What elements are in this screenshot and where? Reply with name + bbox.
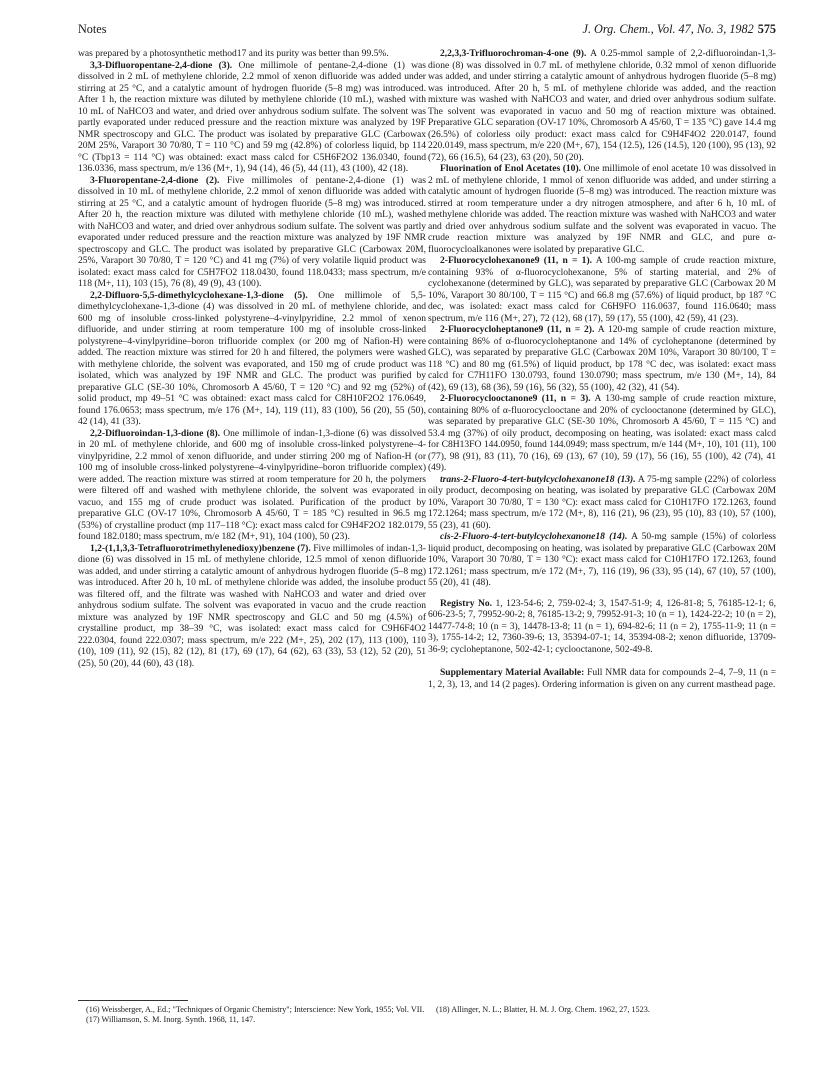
paragraph-text: Five millimoles of pentane-2,4-dione (1) was dissolved in 10 mL of methylene chloride, 2.2 mmol of xenon difluoride was added with stirring at 25 °C, and a catalytic amount of hydrogen fluoride (5–8 mg) was introduced. After 20 h, the reaction mixture was diluted with methylene chloride (10 mL), washed with NaHCO3 and water, and dried over anhydrous sodium sulfate. The solvent was partly evaporated under reduced pressure and the reaction mixture was analyzed by 19F NMR spectroscopy and GLC. The product was isolated by preparative GLC (Carbowax 20M, 25%, Varaport 30 70/80, T = 120 °C) and 41 mg (7%) of very volatile liquid product was isolated: exact mass calcd for C5H7FO2 118.0430, found 118.0433; mass spectrum, m/e 118 (M+, 11), 103 (15), 76 (8), 49 (9), 43 (100).	[78, 174, 426, 289]
paragraph-heading: 2,2,3,3-Trifluorochroman-4-one (9).	[440, 48, 587, 59]
paragraph-text: was prepared by a photosynthetic method17 and its purity was better than 99.5%.	[78, 48, 389, 59]
right-column	[428, 48, 776, 690]
paragraph	[78, 428, 426, 543]
paragraph-heading: 2,2-Difluoroindan-1,3-dione (8).	[90, 427, 221, 439]
paragraph	[78, 543, 426, 670]
paragraph-text: A 0.25-mmol sample of 2,2-difluoroindan-1,3-dione (8) was dissolved in 0.7 mL of methylene chloride, 0.32 mmol of xenon difluoride was added, and under stirring a catalytic amount of anhydrous hydrogen fluoride (5–8 mg) was introduced. After 20 h, 5 mL of methylene chloride was added, and the reaction mixture was washed with NaHCO3 and water, and dried over anhydrous sodium sulfate. The solvent was evaporated in vacuo and 50 mg of reaction mixture was obtained. Preparative GLC separation (OV-17 10%, Chromosorb A 45/60, T = 135 °C) gave 14.4 mg (26.5%) of colorless oily product: exact mass calcd for C9H4F4O2 220.0147, found 220.0149, mass spectrum, m/e 220 (M+, 67), 154 (12.5), 126 (14.5), 120 (100), 95 (13), 92 (72), 66 (16.5), 64 (23), 63 (20), 50 (20).	[428, 48, 776, 163]
paragraph-text: One millimole of 5,5-dimethylcyclohexane-1,3-dione (4) was dissolved in 20 mL of methylene chloride, and 600 mg of insoluble cross-linked polystyrene–4-vinylpyridine, 2.2 mmol of xenon difluoride, and under stirring at room temperature 100 mg of insoluble cross-linked polystyrene–4-vinylpyridine–boron trifluoride complex (or 200 mg of Nafion-H) were added. The reaction mixture was stirred for 20 h and filtered, the polymers were washed with methylene chloride, the solvent was evaporated, and 150 mg of crude product was isolated, which was analyzed by 19F NMR and GLC. The product was purified by preparative GLC (SE-30 10%, Chromosorb A 45/60, T = 120 °C) and 92 mg (52%) of solid product, mp 49–51 °C was obtained: exact mass calcd for C8H10F2O2 176.0649, found 176.0653; mass spectrum, m/e 176 (M+, 14), 119 (11), 83 (100), 56 (20), 55 (50), 42 (14), 41 (33).	[78, 289, 426, 427]
paragraph-text: A 50-mg sample (15%) of colorless liquid product, decomposing on heating, was isolated by preparative GLC (Carbowax 20M 10%, Varaport 30 70/80, T = 130 °C): exact mass calcd for C10H17FO 172.1263, found 172.1261; mass spectrum, m/e 172 (M+, 7), 116 (19), 96 (33), 95 (14), 67 (10), 57 (100), 55 (20), 41 (48).	[428, 531, 776, 588]
paragraph-heading: Supplementary Material Available:	[440, 667, 585, 678]
paragraph	[428, 255, 776, 324]
page-number: 575	[757, 22, 776, 36]
paragraph-heading: 2,2-Difluoro-5,5-dimethylcyclohexane-1,3-dione (5).	[90, 289, 308, 301]
paragraph-text: 1, 123-54-6; 2, 759-02-4; 3, 1547-51-9; 4, 126-81-8; 5, 76185-12-1; 6, 606-23-5; 7, 79952-90-2; 8, 76185-13-2; 9, 79952-91-3; 10 (n = 1), 1424-22-2; 10 (n = 2), 14477-74-8; 10 (n = 3), 14478-13-8; 11 (n = 1), 694-82-6; 11 (n = 2), 1755-11-9; 11 (n = 3), 1755-14-2; 12, 7360-39-6; 13, 35394-07-1; 14, 35394-08-2; xenon difluoride, 13709-36-9; cycloheptanone, 502-42-1; cyclooctanone, 502-49-8.	[428, 597, 777, 655]
footnote: (16) Weissberger, A., Ed.; "Techniques of Organic Chemistry"; Interscience: New York, 1955; Vol. VII.	[86, 1005, 425, 1014]
paragraph-heading: 2-Fluorocyclooctanone9 (11, n = 3).	[440, 393, 591, 404]
paragraph-text: One millimole of indan-1,3-dione (6) was dissolved in 20 mL of methylene chloride, and 600 mg of insoluble cross-linked polystyrene–4-vinylpyridine, 2.2 mmol of xenon difluoride, and under stirring 200 mg of Nafion-H (or 100 mg of insoluble cross-linked polystyrene–4-vinylpyridine–boron trifluoride complex) were added. The reaction mixture was stirred at room temperature for 20 h, the polymers were filtered off and washed with methylene chloride, the solvent was evaporated in vacuo, and 155 mg of crude product was isolated. Purification of the product by preparative GLC (OV-17 10%, Chromosorb A 45/60, T = 185 °C) resulted in 96.5 mg (53%) of crystalline product (mp 117–118 °C): exact mass calcd for C9H4F2O2 182.0179, found 182.0180; mass spectrum, m/e 182 (M+, 91), 104 (100), 50 (23).	[78, 427, 427, 542]
footnotes-left	[78, 1000, 426, 1025]
paragraph	[428, 324, 776, 393]
page-header	[78, 22, 776, 40]
paragraph-heading: cis-2-Fluoro-4-tert-butylcyclohexanone18 (14).	[440, 531, 628, 542]
paragraph-text: One millimole of pentane-2,4-dione (1) was dissolved in 2 mL of methylene chloride, 2.2 mmol of xenon difluoride was added under stirring at 25 °C, and a catalytic amount of hydrogen fluoride (5–8 mg) was introduced. After 1 h, the reaction mixture was diluted by methylene chloride (10 mL), washed with 10 mL of NaHCO3 and water, and dried over anhydrous sodium sulfate. The solvent was partly evaporated under reduced pressure and the reaction mixture was analyzed by 19F NMR spectroscopy and GLC. The product was isolated by preparative GLC (Carbowax 20M 25%, Varaport 30 70/80, T = 110 °C) and 59 mg (42.8%) of colorless liquid, bp 114 °C (Tbp13 = 114 °C) was obtained: exact mass calcd for C5H6F2O2 136.0340, found 136.0336, mass spectrum, m/e 136 (M+, 1), 94 (14), 46 (5), 44 (11), 43 (100), 42 (18).	[78, 59, 427, 174]
paragraph-heading: Registry No.	[440, 597, 493, 609]
paragraph-heading: Fluorination of Enol Acetates (10).	[440, 163, 582, 174]
journal-citation	[583, 22, 776, 37]
section-label: Notes	[78, 22, 107, 36]
paragraph-text: A 100-mg sample of crude reaction mixture, containing 93% of α-fluorocyclohexanone, 5% of starting material, and 2% of cyclohexanone (determined by GLC), was separated by preparative GLC (Carbowax 20 M 10%, Varaport 30 80/100, T = 115 °C) and 66.8 mg (57.6%) of liquid product, bp 187 °C dec, was isolated: exact mass calcd for C6H9FO 116.0637, found 116.0640; mass spectrum, m/e 116 (M+, 27), 72 (12), 68 (17), 59 (17), 55 (100), 42 (59), 41 (23).	[428, 255, 776, 324]
paragraph-heading: 2-Fluorocycloheptanone9 (11, n = 2).	[440, 324, 595, 335]
paragraph-heading: 3,3-Difluoropentane-2,4-dione (3).	[90, 59, 233, 71]
paragraph	[78, 175, 426, 290]
paragraph-text: Full NMR data for compounds 2–4, 7–9, 11 (n = 1, 2, 3), 13, and 14 (2 pages). Ordering information is given on any current masthead page.	[428, 667, 777, 690]
journal-name: J. Org. Chem., Vol. 47, No. 3, 1982	[582, 22, 754, 36]
left-column	[78, 48, 426, 669]
paragraph-text: Five millimoles of indan-1,3-dione (6) was dissolved in 15 mL of methylene chloride, 12.5 mmol of xenon difluoride was added, and under stirring a catalytic amount of anhydrous hydrogen fluoride (5–8 mg) was introduced. After 20 h, 10 mL of methylene chloride was added, the insolube product was filtered off, and the filtrate was washed with NaHCO3 and water and dried over anhydrous sodium sulfate. The solvent was evaporated in vacuo and the crude reaction mixture was analyzed by 19F NMR spectroscopy and GLC and 50 mg (4.5%) of crystalline product, mp 38–39 °C, was isolated: exact mass calcd for C9H6F4O2 222.0304, found 222.0307; mass spectrum, m/e 222 (M+, 25), 202 (17), 113 (100), 110 (10), 109 (11), 92 (15), 82 (12), 81 (17), 69 (17), 64 (62), 63 (33), 53 (12), 52 (20), 51 (25), 50 (20), 44 (60), 43 (18).	[78, 542, 426, 669]
paragraph	[428, 163, 776, 255]
registry-numbers	[428, 598, 776, 656]
paragraph-text: A 120-mg sample of crude reaction mixture, containing 86% of α-fluorocycloheptanone and 14% of cycloheptanone (determined by GLC), was separated by preparative GLC (Carbowax 20M 10%, Varaport 30 80/100, T = 118 °C) and 80 mg (61.5%) of liquid product, bp 178 °C dec, was isolated: exact mass calcd for C7H11FO 130.0793, found 130.0790; mass spectrum, m/e 130 (M+, 14), 84 (42), 69 (13), 68 (36), 59 (16), 56 (32), 55 (100), 42 (32), 41 (54).	[428, 324, 776, 393]
paragraph	[428, 393, 776, 474]
paragraph-heading: 3-Fluoropentane-2,4-dione (2).	[90, 174, 220, 186]
footnotes-right	[428, 1000, 776, 1015]
paragraph	[78, 48, 426, 60]
paragraph	[428, 474, 776, 532]
paragraph-heading: 2-Fluorocyclohexanone9 (11, n = 1).	[440, 255, 593, 266]
paragraph	[78, 290, 426, 428]
paragraph-text: A 75-mg sample (22%) of colorless oily product, decomposing on heating, was isolated by preparative GLC (Carbowax 20M 10%, Varaport 30 70/80, T = 130 °C): exact mass calcd for C10H17FO 172.1263, found 172.1264; mass spectrum, m/e 172 (M+, 8), 116 (21), 96 (23), 95 (10), 83 (10), 57 (100), 55 (23), 41 (60).	[428, 473, 776, 531]
footnote: (17) Williamson, S. M. Inorg. Synth. 1968, 11, 147.	[86, 1015, 256, 1025]
paragraph	[428, 531, 776, 589]
footnote: (18) Allinger, N. L.; Blatter, H. M. J. Org. Chem. 1962, 27, 1523.	[436, 1005, 650, 1014]
paragraph-heading: trans-2-Fluoro-4-tert-butylcyclohexanone18 (13).	[440, 473, 636, 485]
supplementary-material	[428, 667, 776, 690]
paragraph	[78, 60, 426, 175]
paragraph	[428, 48, 776, 163]
paragraph-heading: 1,2-(1,1,3,3-Tetrafluorotrimethylenedioxy)benzene (7).	[90, 542, 311, 554]
paragraph-text: One millimole of enol acetate 10 was dissolved in 2 mL of methylene chloride, 1 mmol of xenon difluoride was added, and under stirring a catalytic amount of hydrogen fluoride (5–8 mg) was introduced. The reaction mixture was stirred at room temperature under a dry nitrogen atmosphere, and after 6 h, 10 mL of methylene chloride was added. The reaction mixture was washed with NaHCO3 and water and dried over anhydrous sodium sulfate and the solvent was evaporated in vacuo. The crude reaction mixture was analyzed by 19F NMR and GLC, and pure α-fluorocycloalkanones were isolated by preparative GLC.	[428, 163, 776, 255]
paragraph-text: A 130-mg sample of crude reaction mixture, containing 80% of α-fluorocyclooctane and 20% of cyclooctanone (determined by GLC), was separated by preparative GLC (SE-30 10%, Chromosorb A 45/60, T = 115 °C) and 53.4 mg (37%) of oily product, decomposing on heating, was isolated: exact mass calcd for C8H13FO 144.0950, found 144.0949; mass spectrum, m/e 144 (M+, 10), 101 (11), 100 (77), 98 (91), 83 (11), 70 (16), 69 (13), 67 (10), 59 (17), 56 (16), 55 (100), 42 (74), 41 (49).	[428, 393, 776, 473]
footnote-rule	[78, 1000, 188, 1001]
